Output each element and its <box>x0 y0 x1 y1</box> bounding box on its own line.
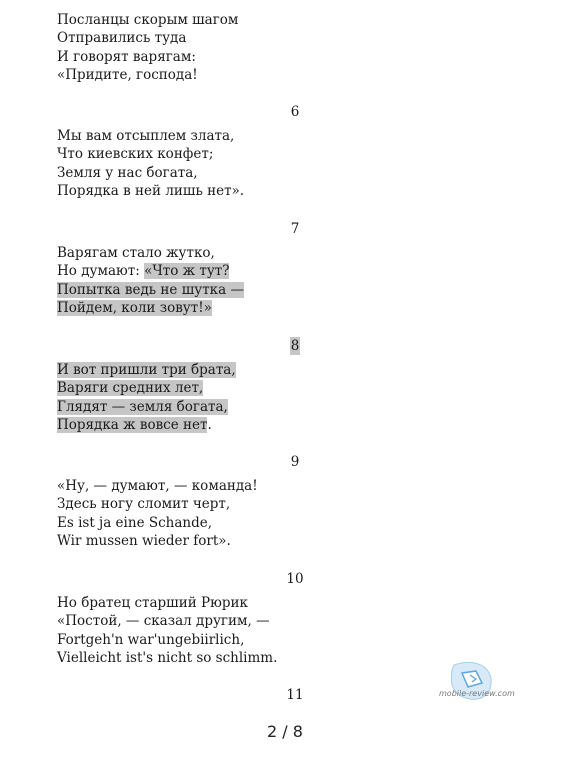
stanza-7[interactable] <box>57 244 244 317</box>
stanza-10 <box>57 594 277 667</box>
stanza-6 <box>57 127 244 200</box>
verse-line: Отправились туда <box>57 30 187 47</box>
verse-line-partial-highlight[interactable] <box>57 416 236 434</box>
verse-line: Мы вам отсыплем злата, <box>57 128 235 144</box>
verse-line: «Постой, — сказал другим, — <box>57 613 270 630</box>
text-highlight[interactable]: Порядка ж вовсе нет <box>57 416 208 433</box>
text-highlight[interactable]: И вот пришли три брата, <box>57 362 236 378</box>
stanza-8[interactable] <box>57 361 236 434</box>
text-highlight[interactable]: Пойдем, коли зовут!» <box>57 299 212 316</box>
verse-line: Fortgeh'n war'ungebiirlich, <box>57 631 245 648</box>
stanza-5 <box>57 11 238 84</box>
verse-line: Vielleicht ist's nicht so schlimm. <box>57 649 278 666</box>
stanza-number[interactable] <box>0 337 570 355</box>
verse-line: «Ну, — думают, — команда! <box>57 478 258 494</box>
verse-line: Варягам стало жутко, <box>57 245 215 261</box>
stanza-9 <box>57 477 258 550</box>
text-highlight[interactable]: Глядят — земля богата, <box>57 398 228 415</box>
stanza-number: 10 <box>286 571 304 587</box>
text-highlight[interactable]: 8 <box>290 338 300 354</box>
verse-line: И говорят варягам: <box>57 48 196 65</box>
verse-line: Es ist ja eine Schande, <box>57 514 213 531</box>
stanza-number: 11 <box>286 687 304 703</box>
verse-line: Земля у нас богата, <box>57 164 198 181</box>
verse-line: Порядка в ней лишь нет». <box>57 182 245 199</box>
text-highlight[interactable]: Попытка ведь не шутка — <box>57 281 244 298</box>
stanza-number: 6 <box>290 104 300 120</box>
verse-text: Но думают: <box>57 263 145 280</box>
page-indicator[interactable]: 2 / 8 <box>267 722 303 741</box>
verse-line[interactable] <box>57 398 236 416</box>
watermark-text: mobile-review.com <box>439 689 515 698</box>
text-highlight[interactable]: «Что ж тут? <box>144 263 230 280</box>
verse-line: Посланцы скорым шагом <box>57 12 239 28</box>
verse-line[interactable] <box>57 379 236 397</box>
verse-line: Wir mussen wieder fort». <box>57 532 231 549</box>
verse-text: . <box>207 416 212 433</box>
verse-line[interactable] <box>57 361 236 379</box>
verse-line[interactable] <box>57 299 244 317</box>
mobile-review-logo-icon <box>432 657 512 707</box>
text-highlight[interactable]: Варяги средних лет, <box>57 380 204 397</box>
stanza-number: 9 <box>290 454 300 470</box>
verse-line[interactable] <box>57 281 244 299</box>
stanza-number: 7 <box>290 221 300 237</box>
verse-line: Что киевских конфет; <box>57 146 214 163</box>
verse-line: Но братец старший Рюрик <box>57 595 248 611</box>
verse-line: «Придите, господа! <box>57 66 198 83</box>
verse-line-partial-highlight[interactable] <box>57 262 244 280</box>
verse-line: Здесь ногу сломит черт, <box>57 496 231 513</box>
